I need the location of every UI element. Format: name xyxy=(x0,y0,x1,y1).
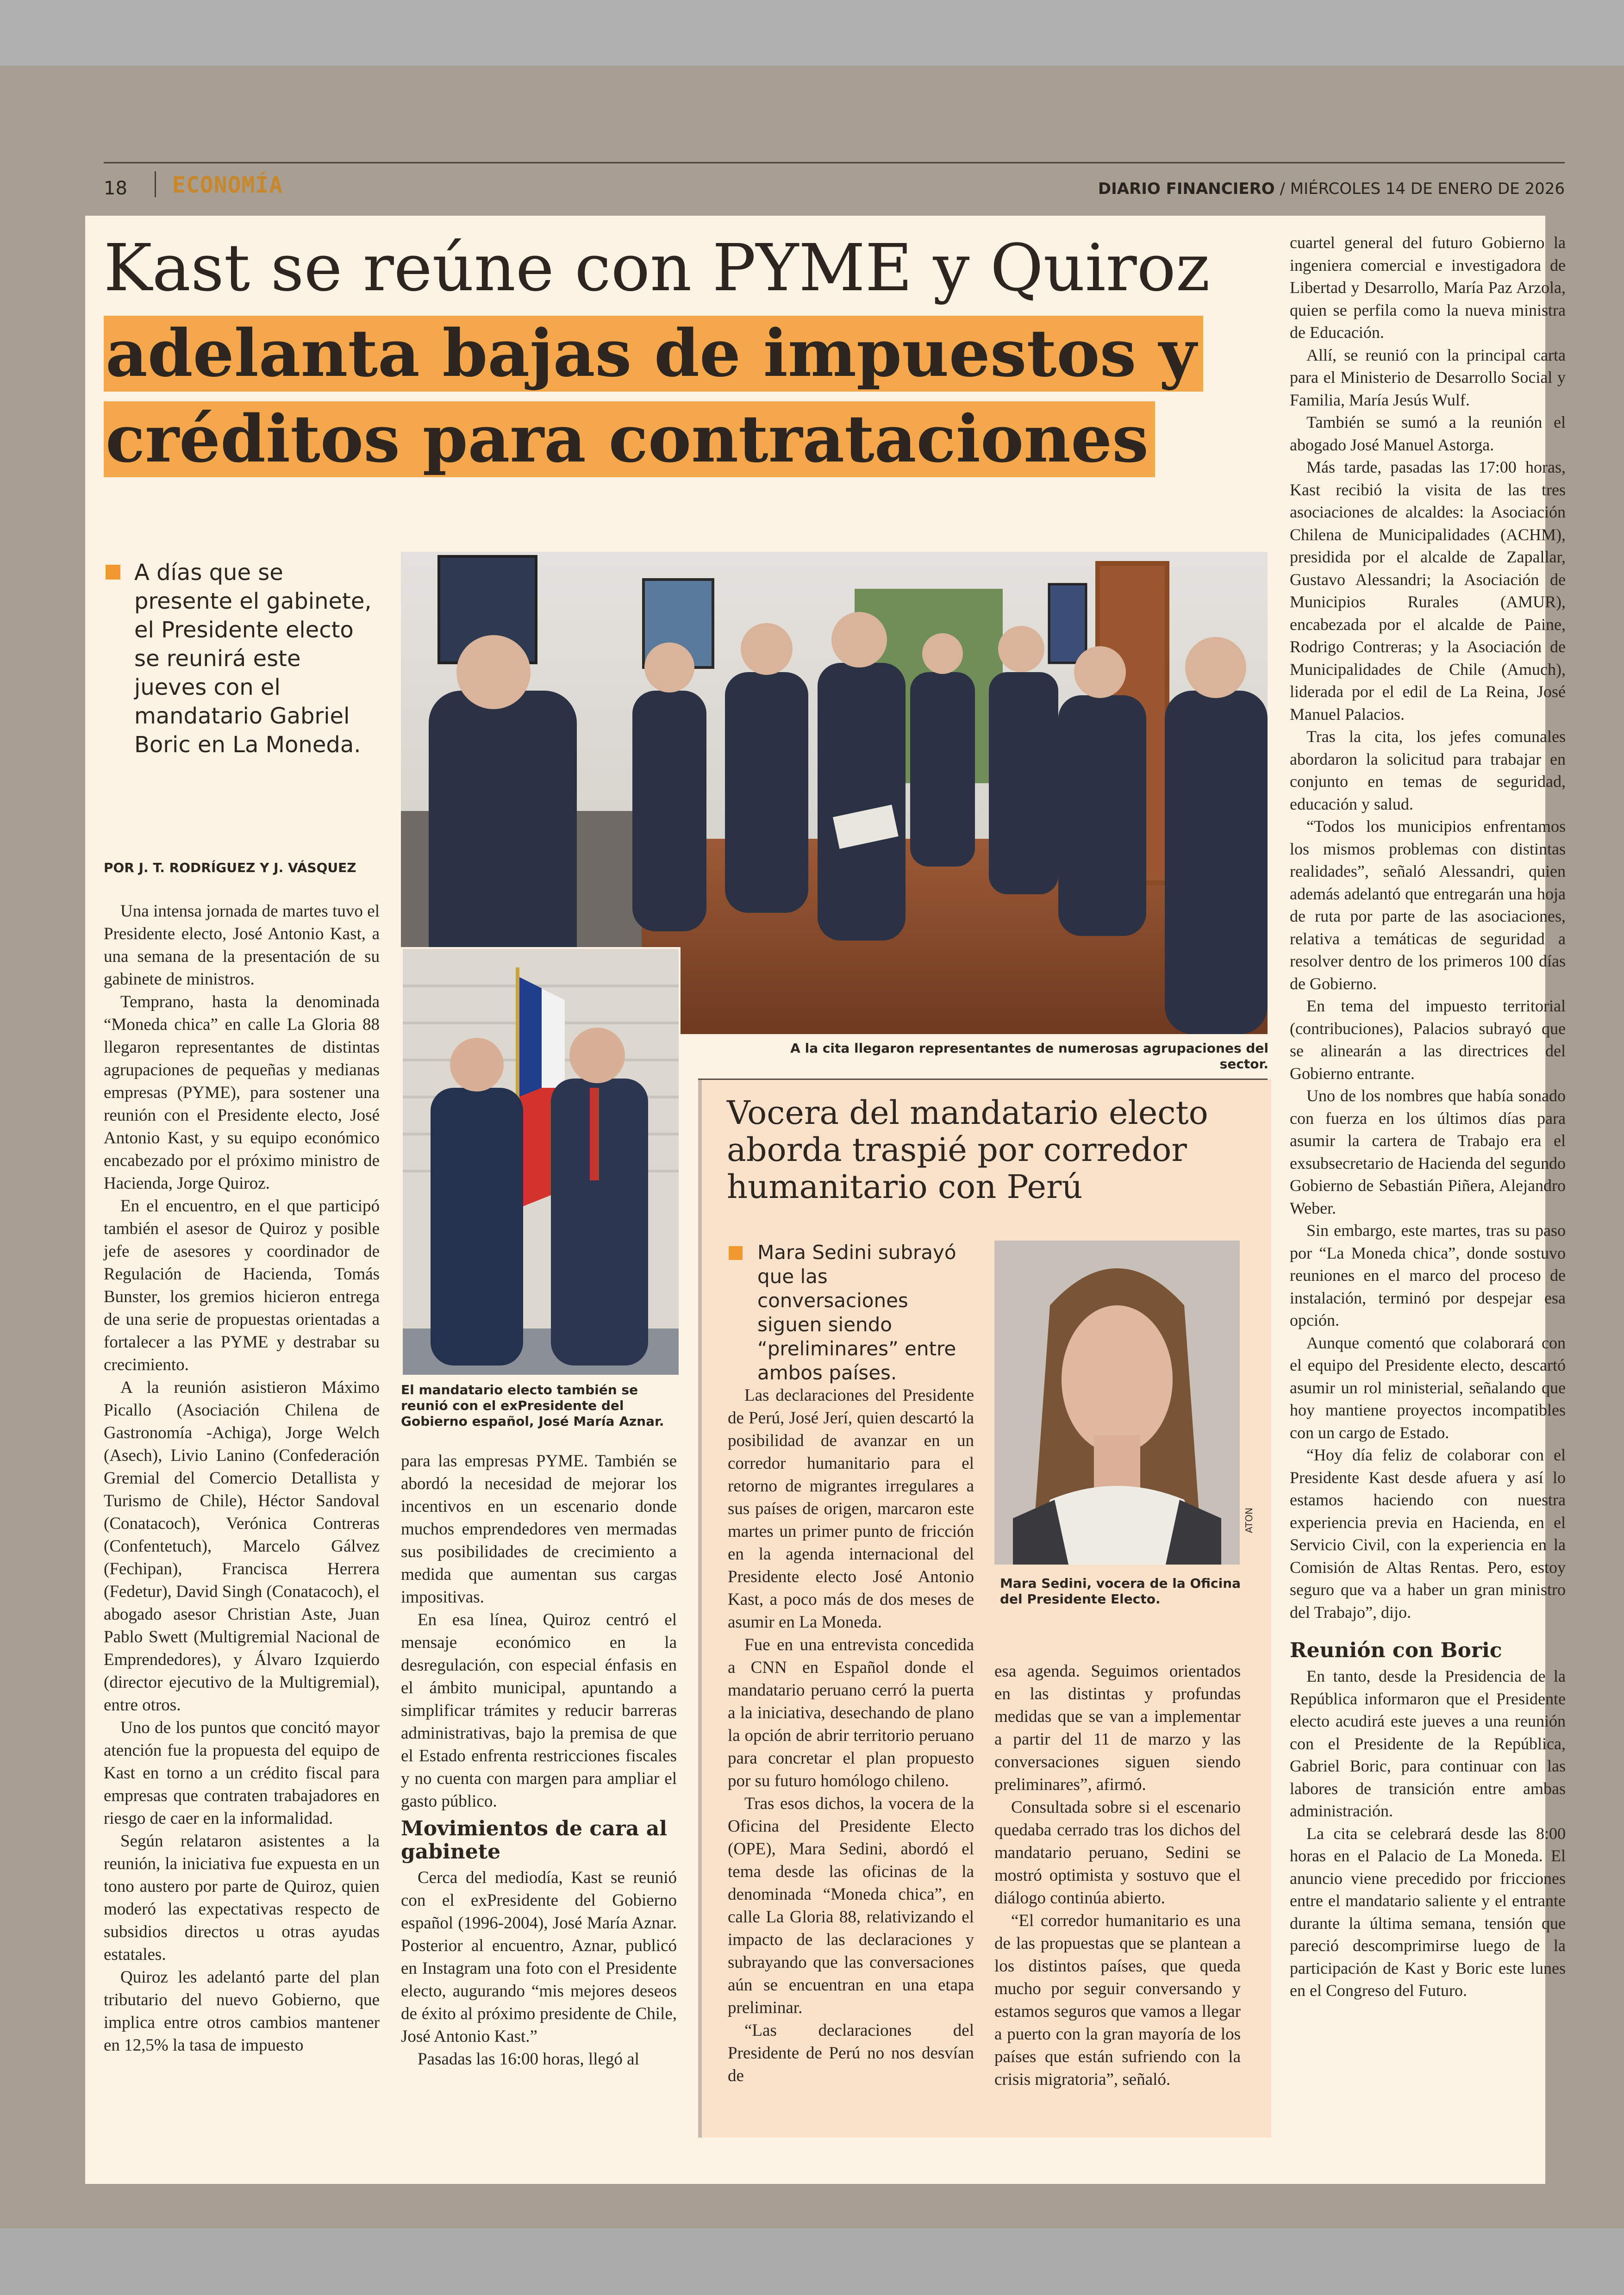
handshake-photo-illustration xyxy=(403,949,679,1375)
headline-highlight-line-2: adelanta bajas de impuestos y xyxy=(104,316,1203,392)
paragraph: “Todos los municipios enfrentamos los mismos problemas con distintas realidades”, señaló Alessandri, quien además adelantó que entregarán una hoja de ruta por parte de las asociaciones, relativa a temáticas de seguridad a resolver dentro de los primeros 100 días de Gobierno. xyxy=(1290,817,1566,993)
sidebar-column-a xyxy=(728,1384,974,2087)
paragraph: Tras la cita, los jefes comunales abordaron la solicitud para trabajar en conjunto en temas de seguridad, educación y salud. xyxy=(1290,727,1566,813)
header-rule xyxy=(104,162,1565,163)
main-photo-caption: A la cita llegaron representantes de numerosas agrupaciones del sector. xyxy=(790,1041,1268,1072)
paragraph: Sin embargo, este martes, tras su paso por “La Moneda chica”, donde sostuvo reuniones en el marco del proceso de instalación, terminó por despejar esa opción. xyxy=(1290,1221,1566,1329)
byline: POR J. T. RODRÍGUEZ Y J. VÁSQUEZ xyxy=(104,860,356,875)
paragraph: Pasadas las 16:00 horas, llegó al xyxy=(418,2050,639,2069)
aznar-photo xyxy=(401,947,681,1377)
paragraph: Allí, se reunió con la principal carta para el Ministerio de Desarrollo Social y Familia, María Jesús Wulf. xyxy=(1290,345,1566,409)
paragraph: Más tarde, pasadas las 17:00 horas, Kast recibió la visita de las tres asociaciones de alcaldes: la Asociación Chilena de Municipalidades (ACHM), presidida por el alcalde de Zapallar, Gustavo Alessandri; la Asociación de Municipios Rurales (AMUR), encabezada por el alcalde de Paine, Rodrigo Contreras; y la Asociación de Municipalidades de Chile (Amuch), liderada por el edil de La Reina, José Manuel Palacios. xyxy=(1290,458,1566,723)
publication-name: DIARIO FINANCIERO xyxy=(1098,180,1275,198)
headline-line-1: Kast se reúne con PYME y Quiroz xyxy=(104,231,1210,306)
paragraph: Uno de los puntos que concitó mayor atención fue la propuesta del equipo de Kast en torno a un crédito fiscal para empresas que contraten trabajadores en riesgo de caer en la informalidad. xyxy=(104,1718,380,1828)
paragraph: Tras esos dichos, la vocera de la Oficina del Presidente Electo (OPE), Mara Sedini, abordó el tema desde las oficinas de la denominada “Moneda chica”, en calle La Gloria 88, relativizando el impacto de las declaraciones y subrayando que las conversaciones aún se encuentran en una etapa preliminar. xyxy=(728,1794,974,2017)
paragraph: “Hoy día feliz de colaborar con el Presidente Kast desde afuera y así lo estamos haciendo con nuestra experiencia previa en Hacienda, en el Servicio Civil, con la experiencia en la Comisión de Altas Rentas. Pero, estoy seguro que va a haber un gran ministro del Trabajo”, dijo. xyxy=(1290,1446,1566,1621)
sidebar-box-rule xyxy=(698,1079,1268,1080)
headline xyxy=(104,226,1298,482)
paragraph: Uno de los nombres que había sonado con fuerza en los últimos días para asumir la cartera de Trabajo era el exsubsecretario de Hacienda del segundo Gobierno de Sebastián Piñera, Alejandro Weber. xyxy=(1290,1086,1566,1217)
sedini-photo-caption: Mara Sedini, vocera de la Oficina del Presidente Electo. xyxy=(1000,1576,1241,1607)
paragraph: A la reunión asistieron Máximo Picallo (Asociación Chilena de Gastronomía -Achiga), Jorge Welch (Asech), Livio Lanino (Confederación Gremial del Comercio Detallista y Turismo de Chile), Héctor Sandoval (Conatacoch), Verónica Contreras (Confentetuch), Marcelo Gálvez (Fechipan), Francisca Herrera (Fedetur), David Singh (Conatacoch), el abogado asesor Christian Aste, Juan Pablo Swett (Multigremial Nacional de Emprendedores), y Álvaro Izquierdo (director ejecutivo de la Multigremial), entre otros. xyxy=(104,1378,380,1715)
page-number: 18 xyxy=(104,178,127,199)
scan-top-band xyxy=(0,0,1624,66)
subhead-boric: Reunión con Boric xyxy=(1290,1639,1502,1662)
sidebar-column-b xyxy=(994,1660,1241,2091)
scan-bottom-band xyxy=(0,2228,1624,2295)
paragraph: “El corredor humanitario es una de las propuestas que se plantean a los distintos países, que queda mucho por seguir conversando y estamos seguros que vamos a llegar a puerto con la gran mayoría de los países que están sufriendo con la crisis migratoria”, señaló. xyxy=(994,1911,1241,2089)
masthead xyxy=(1098,180,1565,198)
photo-credit xyxy=(1243,1522,1255,1533)
sedini-photo xyxy=(994,1241,1240,1565)
paragraph: Las declaraciones del Presidente de Perú, José Jerí, quien descartó la posibilidad de avanzar en un corredor humanitario para el retorno de migrantes irregulares a sus países de origen, marcaron este martes un primer punto de fricción en la agenda internacional del Presidente electo José Antonio Kast, a poco más de dos meses de asumir en La Moneda. xyxy=(728,1386,974,1632)
bullet-square-icon xyxy=(729,1246,743,1260)
sidebar-headline: Vocera del mandatario electo aborda traspié por corredor humanitario con Perú xyxy=(727,1094,1208,1206)
paragraph: “Las declaraciones del Presidente de Perú no nos desvían de xyxy=(728,2021,974,2085)
article-column-1 xyxy=(104,900,380,2057)
article-column-2 xyxy=(401,1450,677,2070)
headline-highlight-line-3: créditos para contrataciones xyxy=(104,401,1155,477)
aznar-photo-caption: El mandatario electo también se reunió con el exPresidente del Gobierno español, José María Aznar. xyxy=(401,1382,664,1429)
paragraph: Temprano, hasta la denominada “Moneda chica” en calle La Gloria 88 llegaron representantes de distintas agrupaciones de pequeñas y medianas empresas (PYME), para sostener una reunión con el Presidente electo, José Antonio Kast, y su equipo económico encabezado por el próximo ministro de Hacienda, Jorge Quiroz. xyxy=(104,992,380,1193)
section-separator xyxy=(155,171,156,197)
paragraph: Según relataron asistentes a la reunión, la iniciativa fue expuesta en un tono austero por parte de Quiroz, quien moderó las expectativas respecto de subsidios directos u otras ayudas estatales. xyxy=(104,1832,380,1964)
lead-text: A días que se presente el gabinete, el Presidente electo se reunirá este jueves con el mandatario Gabriel Boric en La Moneda. xyxy=(134,560,372,758)
sidebar-lead-text: Mara Sedini subrayó que las conversaciones siguen siendo “preliminares” entre ambos países. xyxy=(757,1241,956,1384)
section-name: ECONOMÍA xyxy=(172,172,283,198)
portrait-photo-illustration xyxy=(994,1241,1240,1565)
paragraph: En tanto, desde la Presidencia de la República informaron que el Presidente electo acudirá este jueves a una reunión con el Presidente de la República, Gabriel Boric, para continuar con las labores de transición entre ambas administración. xyxy=(1290,1667,1566,1820)
paragraph: En tema del impuesto territorial (contribuciones), Palacios subrayó que se alinearán a las directrices del Gobierno entrante. xyxy=(1290,997,1566,1083)
bullet-square-icon xyxy=(106,565,120,580)
paragraph: cuartel general del futuro Gobierno la ingeniera comercial e investigadora de Libertad y Desarrollo, María Paz Arzola, quien se perfila como la nueva ministra de Educación. xyxy=(1290,233,1566,342)
paragraph: Cerca del mediodía, Kast se reunió con el exPresidente del Gobierno español (1996-2004), José María Aznar. Posterior al encuentro, Aznar, publicó en Instagram una foto con el Presidente electo, augurando “mis mejores deseos de éxito al próximo presidente de Chile, José Antonio Kast.” xyxy=(401,1868,677,2046)
paragraph: Aunque comentó que colaborará con el equipo del Presidente electo, descartó asumir un rol ministerial, señalando que hoy mantiene proyectos incompatibles con un cargo de Estado. xyxy=(1290,1333,1566,1442)
issue-date: / MIÉRCOLES 14 DE ENERO DE 2026 xyxy=(1280,180,1565,198)
paragraph: para las empresas PYME. También se abordó la necesidad de mejorar los incentivos en un escenario donde muchos emprendedores ven mermadas sus posibilidades de crecimiento a medida que aumentan sus cargas impositivas. xyxy=(401,1452,677,1607)
paragraph: esa agenda. Seguimos orientados en las distintas y profundas medidas que se van a implementar a partir del 11 de marzo y las conversaciones siguen siendo preliminares”, afirmó. xyxy=(994,1662,1241,1794)
paragraph: Una intensa jornada de martes tuvo el Presidente electo, José Antonio Kast, a una semana de la presentación de su gabinete de ministros. xyxy=(104,902,380,989)
paragraph: Quiroz les adelantó parte del plan tributario del nuevo Gobierno, que implica entre otros cambios mantener en 12,5% la tasa de impuesto xyxy=(104,1968,380,2055)
paragraph: La cita se celebrará desde las 8:00 horas en el Palacio de La Moneda. El anuncio viene precedido por fricciones entre el mandatario saliente y el entrante durante la última semana, tensión que pareció descomprimirse luego de la participación de Kast y Boric este lunes en el Congreso del Futuro. xyxy=(1290,1824,1566,2000)
article-column-4 xyxy=(1290,231,1566,2002)
paragraph: Fue en una entrevista concedida a CNN en Español donde el mandatario peruano cerró la puerta a la iniciativa, desechando de plano la opción de abrir territorio peruano para concretar el plan propuesto por su futuro homólogo chileno. xyxy=(728,1635,974,1790)
paragraph: En esa línea, Quiroz centró el mensaje económico en la desregulación, con especial énfasis en el ámbito municipal, apuntando a simplificar trámites y reducir barreras administrativas, bajo la premisa de que el Estado enfrenta restricciones fiscales y no cuenta con margen para ampliar el gasto público. xyxy=(401,1610,677,1811)
paragraph: Consultada sobre si el escenario quedaba cerrado tras los dichos del mandatario peruano, Sedini se mostró optimista y sostuvo que el diálogo continúa abierto. xyxy=(994,1798,1241,1908)
paragraph: En el encuentro, en el que participó también el asesor de Quiroz y posible jefe de asesores y coordinador de Regulación de Hacienda, Tomás Bunster, los gremios hicieron entrega de una serie de propuestas orientadas a fortalecer a las PYME y destrabar su crecimiento. xyxy=(104,1197,380,1374)
subhead-gabinete: Movimientos de cara al gabinete xyxy=(401,1817,667,1864)
paragraph: También se sumó a la reunión el abogado José Manuel Astorga. xyxy=(1290,413,1566,454)
